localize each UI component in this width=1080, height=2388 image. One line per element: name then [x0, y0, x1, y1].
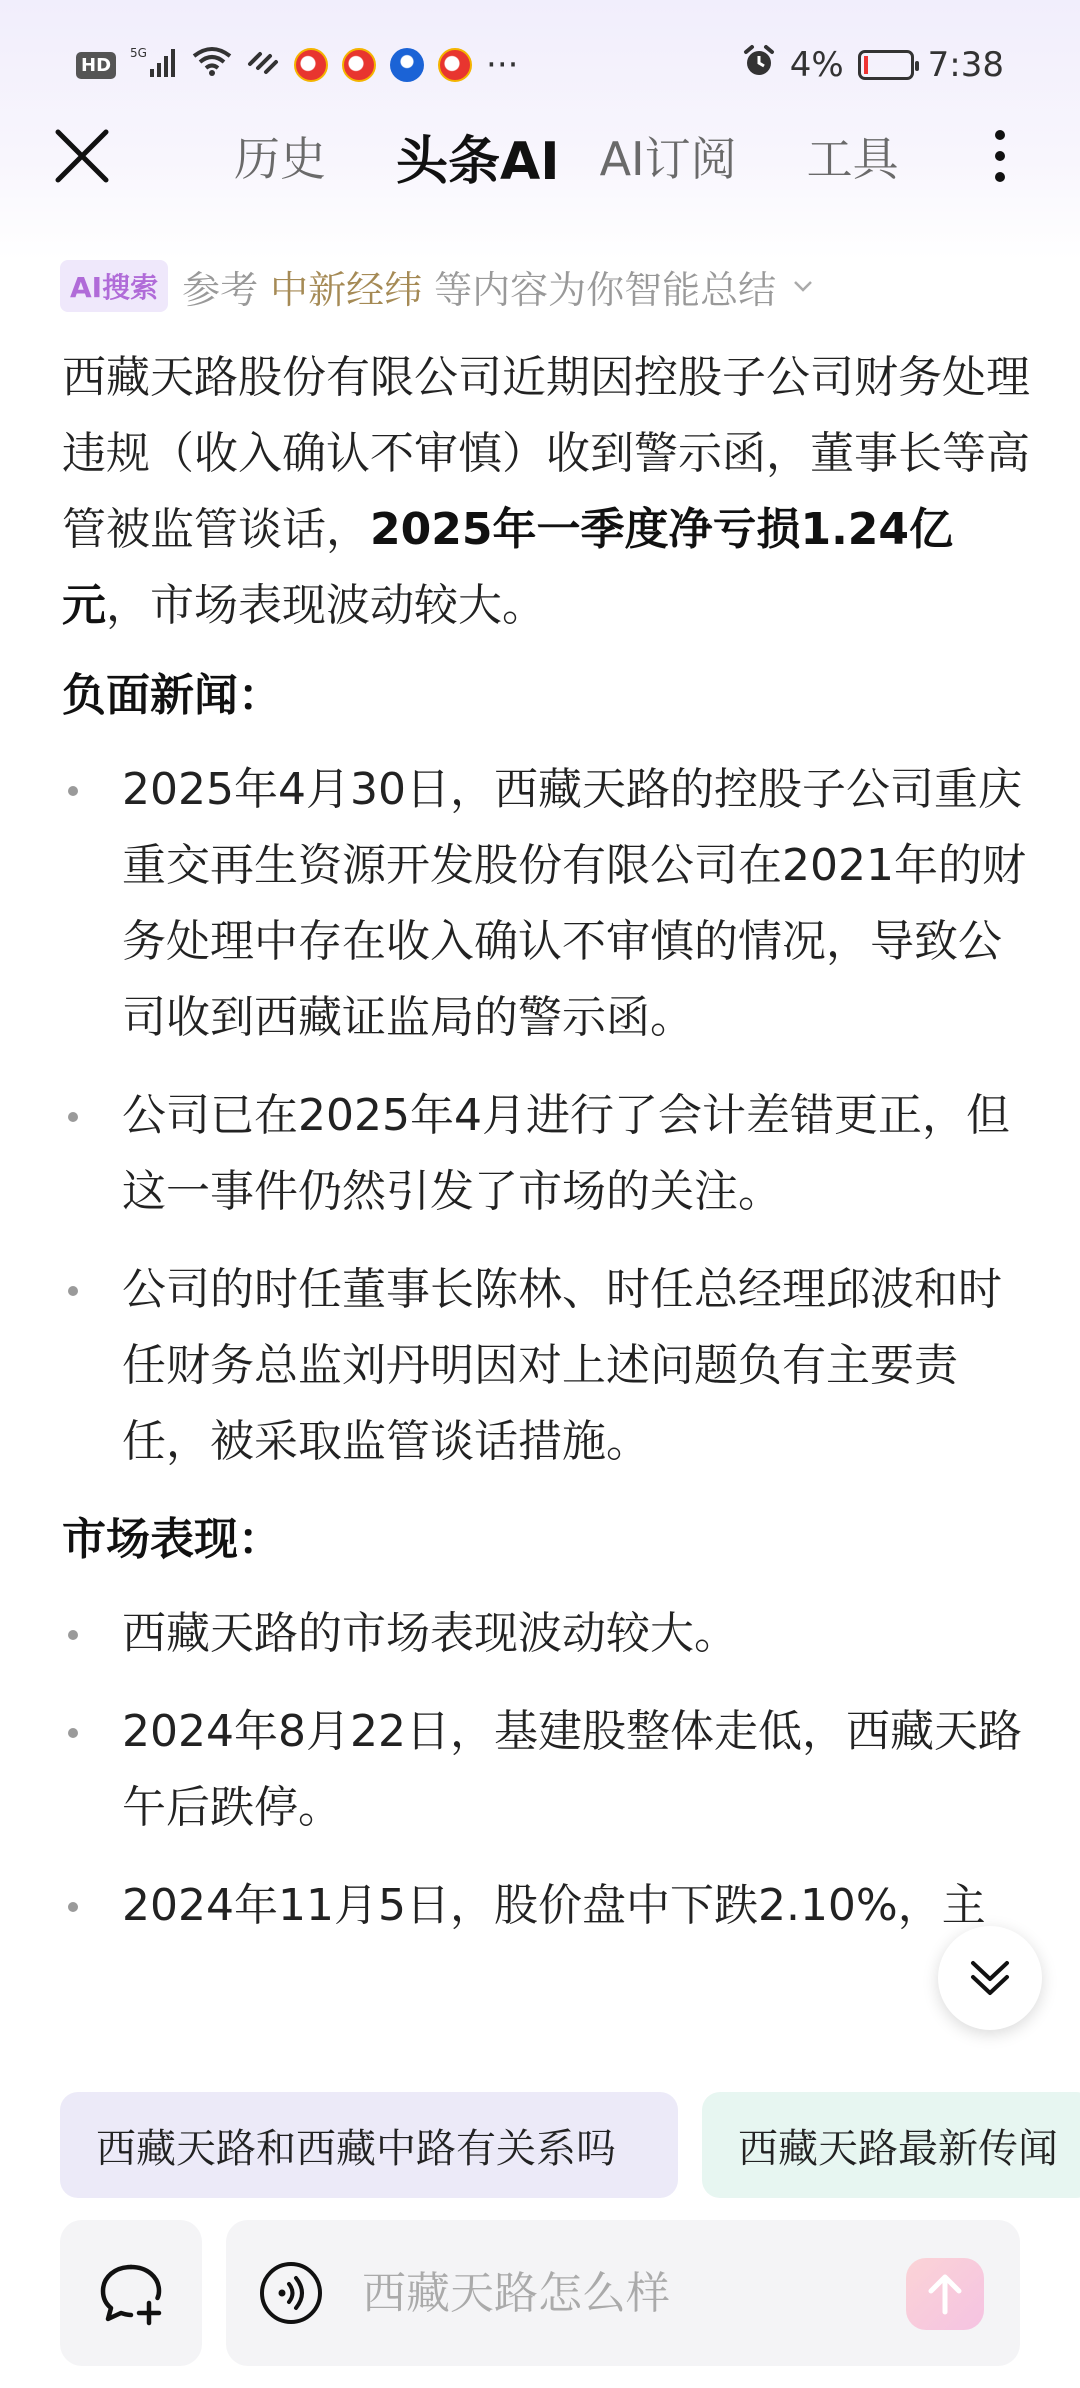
dot-icon [995, 130, 1005, 140]
arrow-up-icon [925, 2272, 965, 2316]
source-suffix: 等内容为你智能总结 [434, 267, 777, 312]
source-prefix: 参考 [182, 267, 259, 312]
suggestion-chips [60, 2092, 1080, 2198]
source-attribution[interactable] [60, 258, 814, 314]
chat-input-box[interactable] [226, 2220, 1020, 2366]
app-notification-icon [390, 48, 424, 82]
dot-icon [995, 151, 1005, 161]
more-notifications: ··· [486, 45, 519, 85]
close-button[interactable] [50, 124, 114, 188]
list-item: 2024年8月22日，基建股整体走低，西藏天路午后跌停。 [62, 1694, 1030, 1846]
list-item: 公司已在2025年4月进行了会计差错更正，但这一事件仍然引发了市场的关注。 [62, 1078, 1030, 1230]
dot-icon [995, 172, 1005, 182]
summary-bold: 2025年一季度净亏损1.24亿元 [62, 504, 954, 631]
answer-content [62, 340, 1030, 1966]
chat-input[interactable] [362, 2268, 882, 2319]
hd-badge: HD [76, 52, 116, 79]
weibo-icon [294, 48, 328, 82]
weibo-icon [342, 48, 376, 82]
new-chat-button[interactable] [60, 2220, 202, 2366]
alarm-icon [742, 44, 776, 87]
tab-tools[interactable]: 工具 [806, 132, 899, 186]
link-icon [246, 45, 280, 85]
svg-text:5G: 5G [130, 46, 147, 60]
list-item: 2024年11月5日，股价盘中下跌2.10%，主 [62, 1868, 1030, 1944]
section-heading-market: 市场表现： [62, 1514, 282, 1565]
list-item: 2025年4月30日，西藏天路的控股子公司重庆重交再生资源开发股份有限公司在2021年的财务处理中存在收入确认不审慎的情况，导致公司收到西藏证监局的警示函。 [62, 752, 1030, 1056]
chevron-down-icon [792, 275, 814, 297]
battery-percent: 4% [789, 45, 844, 85]
voice-icon [258, 2260, 324, 2326]
tab-ai-subscribe[interactable]: AI订阅 [599, 132, 737, 186]
suggestion-chip[interactable]: 西藏天路最新传闻 [702, 2092, 1080, 2198]
summary-text-before: 西藏天路股份有限公司近期因控股子公司财务处理违规（收入确认不审慎）收到警示函，董事长等高管被监管谈话， [62, 352, 1030, 555]
double-chevron-down-icon [967, 1955, 1013, 2001]
list-item: 公司的时任董事长陈林、时任总经理邱波和时任财务总监刘丹明因对上述问题负有主要责任，被采取监管谈话措施。 [62, 1252, 1030, 1480]
new-chat-icon [95, 2257, 167, 2329]
tab-history[interactable]: 历史 [234, 132, 326, 186]
send-button[interactable] [906, 2258, 984, 2330]
section-heading-negative: 负面新闻： [62, 670, 282, 721]
tab-bar [234, 110, 969, 202]
summary-text-after: ，市场表现波动较大。 [106, 580, 546, 631]
voice-input-button[interactable] [256, 2258, 326, 2328]
weibo-icon [438, 48, 472, 82]
battery-icon [858, 50, 914, 80]
top-nav [0, 110, 1080, 202]
clock: 7:38 [927, 45, 1004, 85]
signal-icon [130, 45, 178, 85]
summary-paragraph [62, 340, 1030, 644]
tab-toutiao-ai[interactable]: 头条AI [396, 131, 560, 192]
ai-search-badge: AI搜索 [60, 260, 168, 312]
scroll-to-bottom-button[interactable] [938, 1926, 1042, 2030]
content-fade [0, 1990, 1080, 2080]
close-icon [54, 128, 110, 184]
negative-news-list [62, 752, 1030, 1480]
market-performance-list [62, 1596, 1030, 1944]
more-options-button[interactable] [980, 124, 1020, 188]
status-right [742, 44, 1004, 87]
list-item: 西藏天路的市场表现波动较大。 [62, 1596, 1030, 1672]
suggestion-chip[interactable]: 西藏天路和西藏中路有关系吗 [60, 2092, 678, 2198]
wifi-icon [192, 45, 232, 85]
source-name: 中新经纬 [270, 267, 423, 312]
status-left [76, 45, 518, 85]
